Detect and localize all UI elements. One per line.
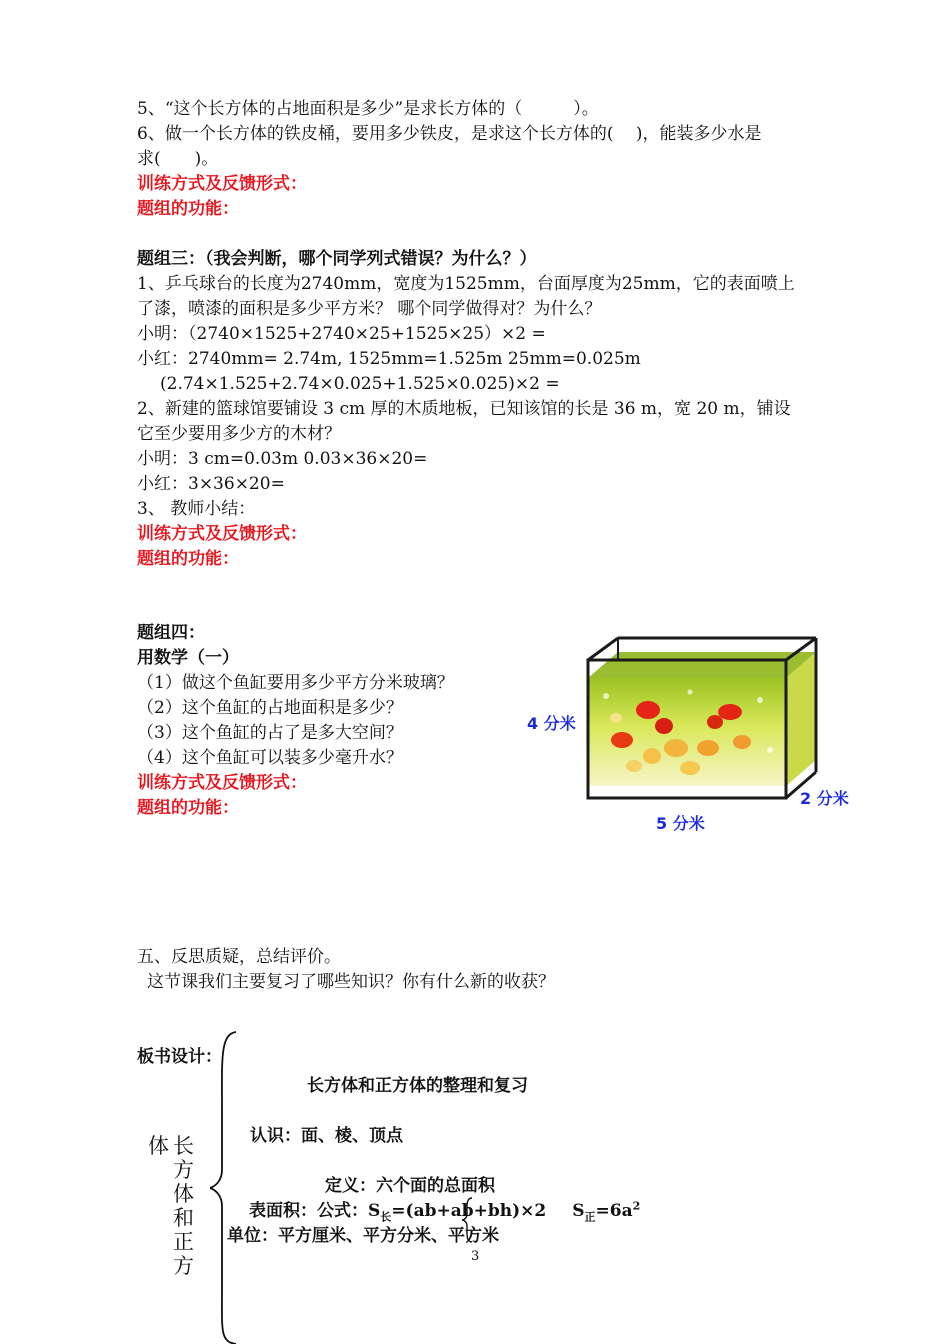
vertical-char: 体 [173, 1182, 194, 1206]
question-5: 5、“这个长方体的占地面积是多少”是求长方体的（ ）。 [137, 99, 599, 119]
vertical-left-char: 体 [148, 1134, 169, 1158]
group4-q1: （1）做这个鱼缸要用多少平方分米玻璃？ [137, 673, 454, 693]
section5-body: 这节课我们主要复习了哪些知识？你有什么新的收获？ [147, 972, 555, 992]
group3-p1-xiaohong: 小红：2740mm= 2.74m, 1525mm=1.525m 25mm=0.025m [137, 349, 641, 369]
board-definition: 定义：六个面的总面积 [325, 1176, 495, 1196]
tank-height-label: 4 分米 [527, 714, 576, 733]
training-label: 训练方式及反馈形式： [137, 174, 307, 194]
group3-p2-line2: 它至少要用多少方的木材？ [137, 424, 341, 444]
board-design-label: 板书设计： [137, 1047, 222, 1067]
group3-p2-line1: 2、新建的篮球馆要铺设 3 cm 厚的木质地板，已知该馆的长是 36 m，宽 20 m，铺设 [137, 399, 791, 419]
group3-title: 题组三：（我会判断，哪个同学列式错误？为什么？） [137, 249, 537, 269]
group3-p1-line2: 了漆，喷漆的面积是多少平方米？ 哪个同学做得对？为什么？ [137, 299, 602, 319]
board-units: 单位：平方厘米、平方分米、平方米 [227, 1226, 499, 1246]
group4-q3: （3）这个鱼缸的占了是多大空间？ [137, 723, 403, 743]
vertical-char: 方 [173, 1254, 194, 1278]
group3-summary: 3、 教师小结： [137, 499, 256, 519]
board-formula: 表面积：公式：$S_长=(ab+ab+bh)\times 2$ $S_正=6a^2$ [249, 1199, 641, 1224]
group3-p1-xiaoming: 小明：（2740×1525+2740×25+1525×25）×2 = [137, 324, 546, 344]
group4-subtitle: 用数学（一） [137, 648, 239, 668]
training-label: 训练方式及反馈形式： [137, 773, 307, 793]
tank-length-label: 5 分米 [656, 814, 705, 833]
board-knowledge: 认识：面、棱、顶点 [250, 1126, 403, 1146]
function-label: 题组的功能： [137, 798, 239, 818]
group4-q4: （4）这个鱼缸可以装多少毫升水？ [137, 748, 403, 768]
group3-p1-line1: 1、乒乓球台的长度为2740mm，宽度为1525mm，台面厚度为25mm，它的表面喷上 [137, 274, 795, 294]
big-brace [210, 1030, 242, 1344]
question-6-line2: 求( )。 [137, 149, 219, 169]
vertical-char: 长 [173, 1134, 194, 1158]
vertical-char: 正 [173, 1230, 194, 1254]
function-label: 题组的功能： [137, 549, 239, 569]
page-number: 3 [471, 1249, 480, 1264]
group4-q2: （2）这个鱼缸的占地面积是多少？ [137, 698, 403, 718]
section5-title: 五、反思质疑，总结评价。 [137, 947, 341, 967]
group4-title: 题组四： [137, 623, 205, 643]
vertical-char: 方 [173, 1158, 194, 1182]
function-label: 题组的功能： [137, 199, 239, 219]
group3-p1-xiaohong-expr: (2.74×1.525+2.74×0.025+1.525×0.025)×2 = [160, 374, 560, 394]
training-label: 训练方式及反馈形式： [137, 524, 307, 544]
tank-width-label: 2 分米 [800, 789, 849, 808]
fish-tank-illustration [580, 630, 825, 810]
board-heading: 长方体和正方体的整理和复习 [307, 1076, 528, 1096]
group3-p2-xiaoming: 小明：3 cm=0.03m 0.03×36×20= [137, 449, 428, 469]
group3-p2-xiaohong: 小红：3×36×20= [137, 474, 285, 494]
vertical-char: 和 [173, 1206, 194, 1230]
question-6-line1: 6、做一个长方体的铁皮桶，要用多少铁皮，是求这个长方体的( )，能装多少水是 [137, 124, 762, 144]
